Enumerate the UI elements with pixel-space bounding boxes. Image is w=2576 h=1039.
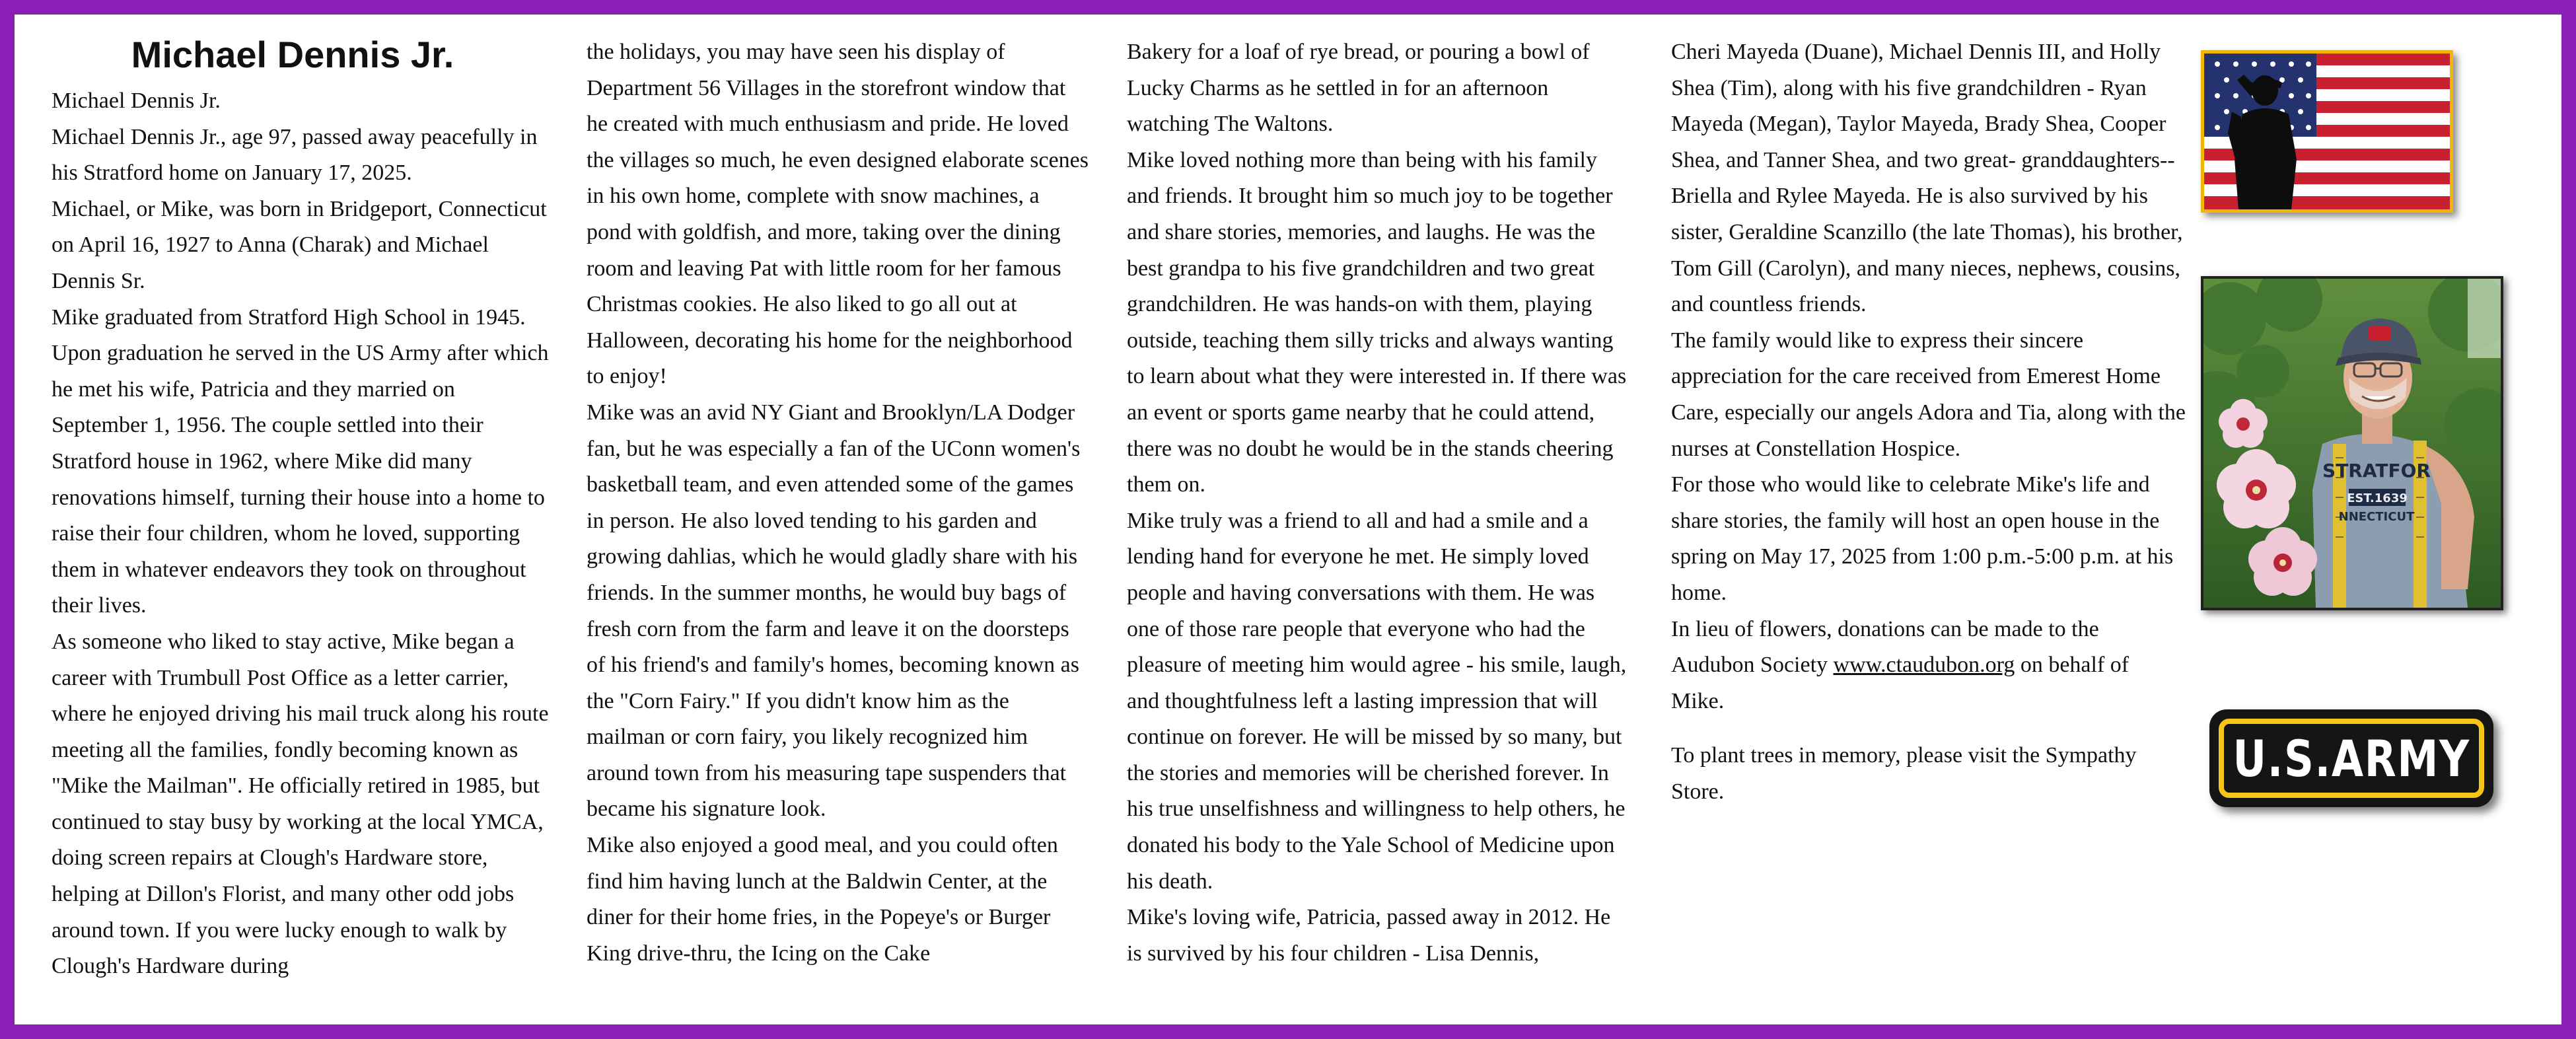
obituary-paragraph: Mike graduated from Stratford High School in 1945. Upon graduation he served in the US Army after which he met his wife, Patricia and they married on September 1, 1956. The couple settled into their Stratford house in 1962, where Mike did many renovations himself, turning their house into a home to raise their four children, whom he loved, supporting them in whatever endeavors they took on throughout their lives.: [52, 305, 549, 618]
shirt-text-line1: STRATFOR: [2322, 460, 2431, 482]
obituary-paragraph: Cheri Mayeda (Duane), Michael Dennis III, and Holly Shea (Tim), along with his five grandchildren - Ryan Mayeda (Megan), Taylor Mayeda, Brady Shea, Cooper Shea, and Tanner Shea, and two great- granddaughters--Briella and Rylee Mayeda. He is also survived by his sister, Geraldine Scanzillo (the late Thomas), his brother, Tom Gill (Carolyn), and many nieces, nephews, cousins, and countless friends.: [1671, 40, 2183, 317]
page-title: Michael Dennis Jr.: [131, 34, 454, 75]
shirt-text-line2: EST.1639: [2347, 491, 2408, 505]
obituary-paragraph: Bakery for a loaf of rye bread, or pouring a bowl of Lucky Charms as he settled in for an afternoon watching The Waltons.: [1127, 40, 1590, 137]
army-badge-border: [2219, 719, 2484, 798]
donation-paragraph: [1671, 612, 2186, 720]
obituary-paragraph: As someone who liked to stay active, Mike began a career with Trumbull Post Office as a letter carrier, where he enjoyed driving his mail truck along his route meeting all the families, fondly becoming known as "Mike the Mailman". He officially retired in 1985, but continued to stay busy by working at the local YMCA, doing screen repairs at Clough's Hardware store, helping at Dillon's Florist, and many other odd jobs around town. If you were lucky enough to walk by Clough's Hardware during: [52, 629, 549, 979]
obituary-paragraph: Michael Dennis Jr., age 97, passed away peacefully in his Stratford home on January 17, 2025.: [52, 124, 538, 186]
obituary-column-3: [1127, 15, 1629, 1024]
obituary-paragraph: Mike was an avid NY Giant and Brooklyn/LA Dodger fan, but he was especially a fan of the UConn women's basketball team, and even attended some of the games in person. He also loved tending to his garden and growing dahlias, which he would gladly share with his friends. In the summer months, he would buy bags of fresh corn from the farm and leave it on the doorsteps of his friend's and family's homes, becoming known as the "Corn Fairy." If you didn't know him as the mailman or corn fairy, you likely recognized him around town from his measuring tape suspenders that became his signature look.: [587, 400, 1081, 822]
audubon-link[interactable]: www.ctaudubon.org: [1833, 653, 2015, 678]
obituary-column-4: [1671, 15, 2186, 1024]
shirt-text-line3: NNECTICUT: [2338, 510, 2415, 524]
donation-text-end: on behalf of Mike.: [1671, 653, 2129, 713]
flag-salute-image: [2201, 50, 2453, 213]
obituary-paragraph: Mike's loving wife, Patricia, passed away in 2012. He is survived by his four children - Lisa Dennis,: [1127, 905, 1611, 966]
obituary-paragraph: Mike loved nothing more than being with his family and friends. It brought him so much joy to be together and share stories, memories, and laughs. He was the best grandpa to his five grandchildren and two great grandchildren. He was hands-on with them, playing outside, teaching them silly tricks and always wanting to learn about what they were interested in. If there was an event or sports game nearby that he could attend, there was no doubt he would be in the stands cheering them on.: [1127, 147, 1627, 497]
paragraph-spacer: [1671, 719, 2186, 738]
obituary-paragraph: Mike truly was a friend to all and had a smile and a lending hand for everyone he met. He simply loved people and having conversations with them. He was one of those rare people that everyone who had the pleasure of meeting him would agree - his smile, laugh, and thoughtfulness left a lasting impression that will continue on forever. He will be missed by so many, but the stories and memories will be cherished forever. In his true unselfishness and willingness to help others, he donated his body to the Yale School of Medicine upon his death.: [1127, 508, 1627, 894]
obituary-paragraph: Michael Dennis Jr.: [52, 89, 221, 113]
army-badge-text: U.S.ARMY: [2233, 729, 2470, 788]
donation-text: In lieu of flowers, donations can be made to the Audubon Society: [1671, 616, 2099, 678]
obituary-column-1: [52, 15, 554, 1024]
obituary-page: [15, 15, 2561, 1024]
us-army-badge: [2209, 709, 2493, 807]
portrait-photo: [2201, 276, 2503, 610]
portrait-image: [2203, 279, 2501, 608]
obituary-paragraph: Michael, or Mike, was born in Bridgeport, Connecticut on April 16, 1927 to Anna (Charak) and Michael Dennis Sr.: [52, 196, 547, 293]
obituary-paragraph: The family would like to express their sincere appreciation for the care received from Emerest Home Care, especially our angels Adora and Tia, along with the nurses at Constellation Hospice.: [1671, 328, 2186, 461]
sympathy-store-note[interactable]: To plant trees in memory, please visit the Sympathy Store.: [1671, 743, 2137, 804]
obituary-column-2: [587, 15, 1089, 1024]
obituary-paragraph: the holidays, you may have seen his display of Department 56 Villages in the storefront window that he created with much enthusiasm and pride. He loved the villages so much, he even designed elaborate scenes in his own home, complete with snow machines, a pond with goldfish, and more, taking over the dining room and leaving Pat with little room for her famous Christmas cookies. He also liked to go all out at Halloween, decorating his home for the neighborhood to enjoy!: [587, 40, 1089, 389]
obituary-paragraph: For those who would like to celebrate Mike's life and share stories, the family will host an open house in the spring on May 17, 2025 from 1:00 p.m.-5:00 p.m. at his home.: [1671, 472, 2174, 605]
obituary-paragraph: Mike also enjoyed a good meal, and you could often find him having lunch at the Baldwin Center, at the diner for their home fries, in the Popeye's or Burger King drive-thru, the Icing on the Cake: [587, 833, 1058, 966]
us-flag-icon: [2204, 54, 2450, 209]
